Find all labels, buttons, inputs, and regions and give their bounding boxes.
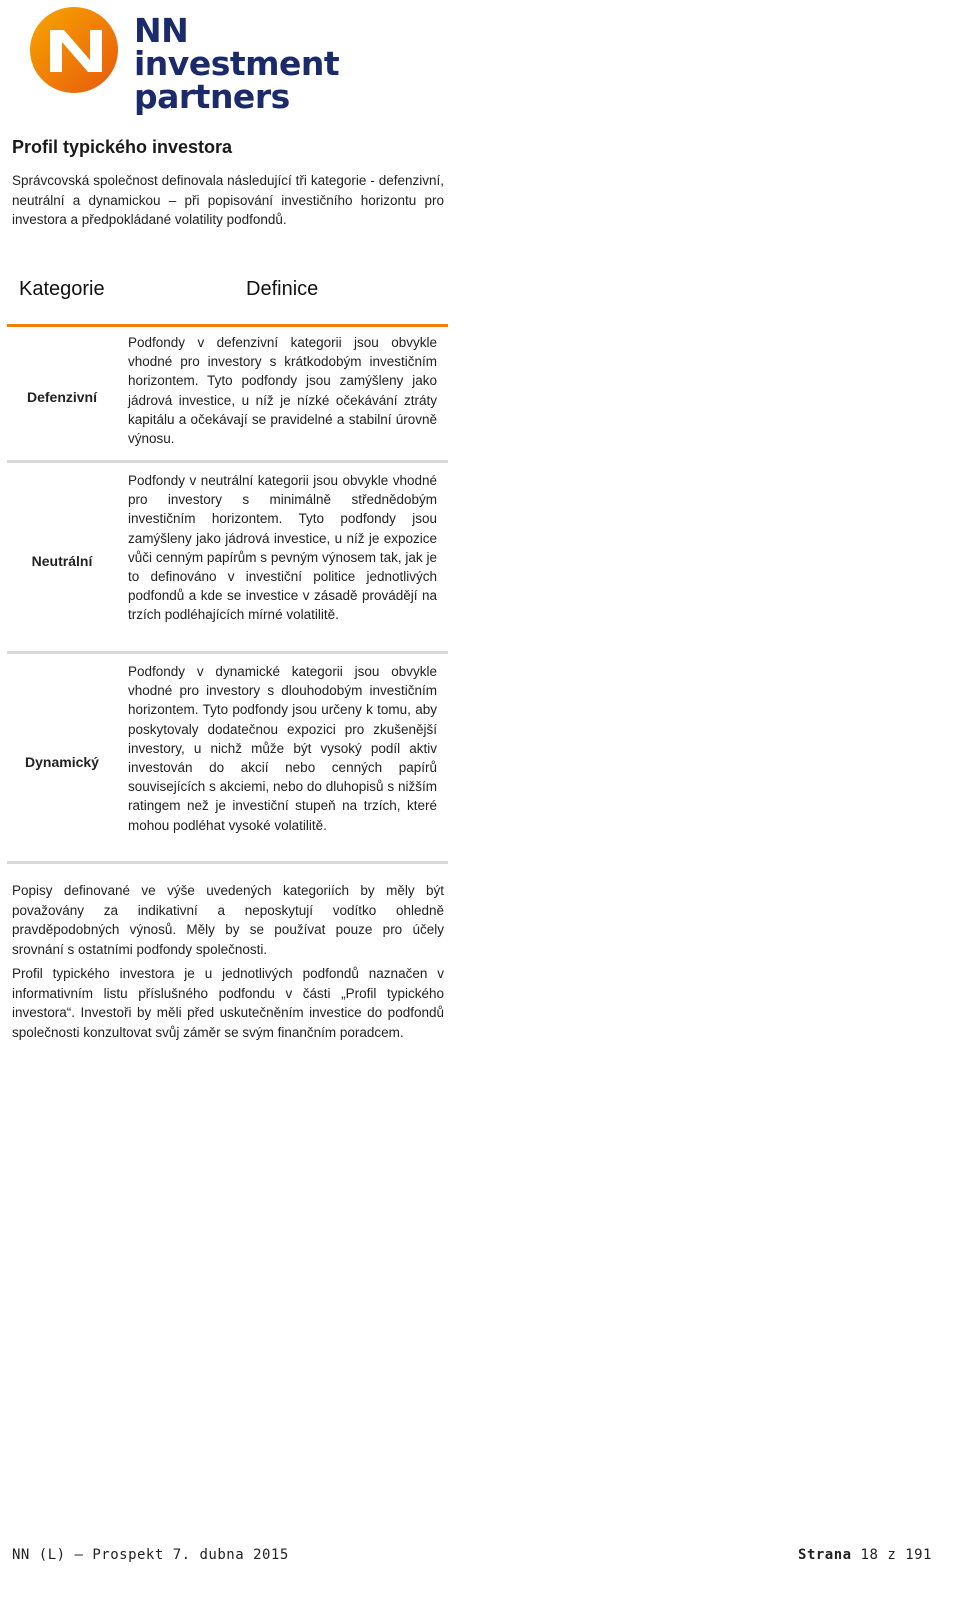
category-cell: Dynamický bbox=[25, 753, 99, 770]
logo-line1: NN investment bbox=[134, 11, 340, 83]
definition-cell: Podfondy v neutrální kategorii jsou obvykle vhodné pro investory s minimálně střednědobým investičním horizontem. Tyto podfondy jsou zamýšleny jako jádrová investice, u níž je expozice vůči cenným papírům s pevným výnosem tak, jak je to definováno v investiční politice jednotlivých podfondů a kde se investice v zásadě provádějí na trzích podléhajících mírné volatilitě. bbox=[128, 473, 437, 623]
logo-wordmark bbox=[134, 11, 368, 116]
intro-paragraph: Správcovská společnost definovala následující tři kategorie - defenzivní, neutrální a dynamickou – při popisování investičního horizontu pro investora a předpokládané volatility podfondů. bbox=[12, 173, 444, 227]
logo-line2: partners bbox=[134, 77, 290, 116]
header-category: Kategorie bbox=[19, 278, 105, 300]
section-title: Profil typického investora bbox=[12, 137, 233, 157]
footer-page-number bbox=[798, 1547, 932, 1563]
definition-cell: Podfondy v dynamické kategorii jsou obvykle vhodné pro investory s dlouhodobým investičním horizontem. Tyto podfondy jsou určeny k tomu, aby poskytovaly dodatečnou expozici pro zkušenější investory, u nichž může být vysoký podíl aktiv investován do akcií nebo cenných papírů souvisejících s akciemi, nebo do dluhopisů s nižším ratingem než je investiční stupeň na trzích, které mohou podléhat vysoké volatilitě. bbox=[128, 664, 437, 833]
page-current: 18 bbox=[860, 1547, 879, 1563]
header-definition: Definice bbox=[246, 278, 319, 300]
definition-cell: Podfondy v defenzivní kategorii jsou obvykle vhodné pro investory s krátkodobým investičním horizontem. Tyto podfondy jsou zamýšleny jako jádrová investice, u níž je nízké očekávání ztráty kapitálu a očekávají se pravidelné a stabilní úrovně výnosu. bbox=[128, 335, 437, 447]
category-cell: Neutrální bbox=[31, 553, 93, 569]
page-separator: z bbox=[887, 1547, 897, 1563]
page-total: 191 bbox=[905, 1547, 932, 1563]
page-label: Strana bbox=[798, 1547, 852, 1563]
table-row bbox=[7, 463, 448, 654]
table-header bbox=[7, 270, 448, 324]
note-paragraph-1: Popisy definované ve výše uvedených kategoriích by měly být považovány za indikativní a neposkytují vodítko ohledně pravděpodobných výnosů. Měly by se používat pouze pro účely srovnání s ostatními podfondy společnosti. bbox=[12, 883, 444, 957]
note-paragraph-2: Profil typického investora je u jednotlivých podfondů naznačen v informativním listu příslušného podfondu v části „Profil typického investora“. Investoři by měli před uskutečněním investice do podfondů společnosti konzultovat svůj záměr se svým finančním poradcem. bbox=[12, 966, 444, 1040]
nn-logo-icon bbox=[28, 4, 124, 96]
table-row bbox=[7, 654, 448, 864]
category-cell: Defenzivní bbox=[26, 388, 97, 405]
footer-document-title: NN (L) – Prospekt 7. dubna 2015 bbox=[12, 1547, 289, 1563]
table-row bbox=[7, 327, 448, 463]
category-table bbox=[7, 270, 448, 864]
company-logo bbox=[28, 4, 368, 116]
